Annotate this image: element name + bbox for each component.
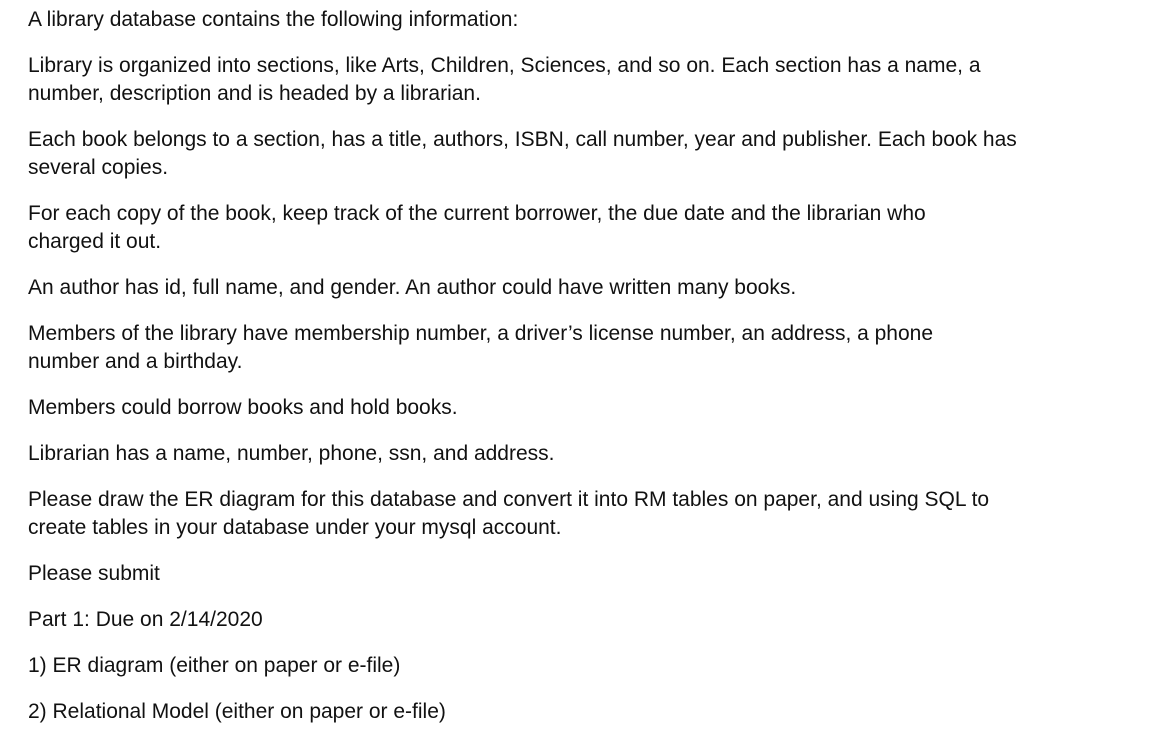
text-line: Each book belongs to a section, has a title, authors, ISBN, call number, year and publisher. Each book has xyxy=(28,128,1017,151)
text-line: number, description and is headed by a librarian. xyxy=(28,82,481,105)
copies-paragraph xyxy=(28,200,1148,256)
submit-heading xyxy=(28,560,1148,588)
intro-paragraph xyxy=(28,6,1148,34)
text-line: A library database contains the following information: xyxy=(28,8,519,31)
document-body xyxy=(28,6,1148,744)
part1-due xyxy=(28,606,1148,634)
text-line: Please draw the ER diagram for this database and convert it into RM tables on paper, and using SQL to xyxy=(28,488,990,511)
borrow-paragraph xyxy=(28,394,1148,422)
text-line: 1) ER diagram (either on paper or e-file) xyxy=(28,654,401,677)
text-line: Please submit xyxy=(28,562,160,585)
text-line: An author has id, full name, and gender. An author could have written many books. xyxy=(28,276,797,299)
text-line: several copies. xyxy=(28,156,169,179)
members-paragraph xyxy=(28,320,1148,376)
instructions-paragraph xyxy=(28,486,1148,542)
text-line: 2) Relational Model (either on paper or e-file) xyxy=(28,700,446,723)
authors-paragraph xyxy=(28,274,1148,302)
text-line: number and a birthday. xyxy=(28,350,243,373)
text-line: Members of the library have membership number, a driver’s license number, an address, a phone xyxy=(28,322,934,345)
books-paragraph xyxy=(28,126,1148,182)
sections-paragraph xyxy=(28,52,1148,108)
librarian-paragraph xyxy=(28,440,1148,468)
deliverable-relational-model xyxy=(28,698,1148,726)
text-line: Members could borrow books and hold books. xyxy=(28,396,458,419)
text-line: Part 1: Due on 2/14/2020 xyxy=(28,608,263,631)
text-line: charged it out. xyxy=(28,230,162,253)
text-line: Librarian has a name, number, phone, ssn, and address. xyxy=(28,442,555,465)
text-line: Library is organized into sections, like Arts, Children, Sciences, and so on. Each section has a name, a xyxy=(28,54,981,77)
text-line: For each copy of the book, keep track of the current borrower, the due date and the librarian who xyxy=(28,202,926,225)
text-line: create tables in your database under your mysql account. xyxy=(28,516,562,539)
deliverable-er-diagram xyxy=(28,652,1148,680)
